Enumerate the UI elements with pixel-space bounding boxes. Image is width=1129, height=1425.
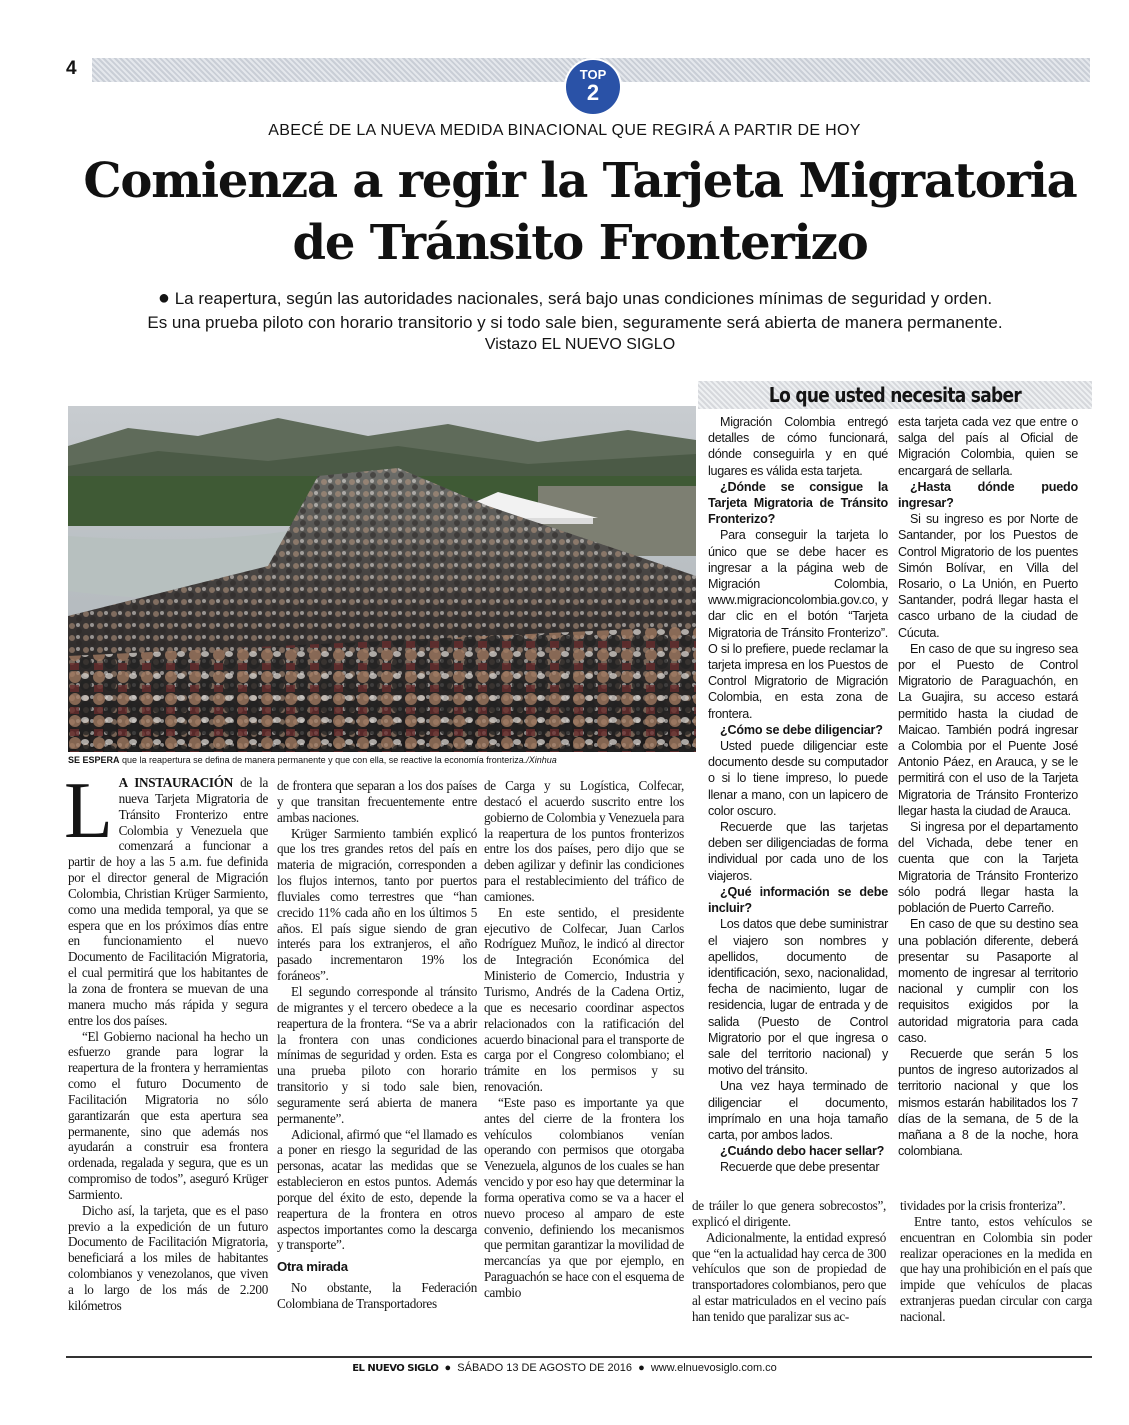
footer-url: www.elnuevosiglo.com.co xyxy=(650,1362,777,1374)
bullet-icon: ● xyxy=(441,1362,455,1374)
article-paragraph: Entre tanto, estos vehículos se encuentran en Colombia sin poder realizar operaciones en la medida en que hay una prohibición en el país que impide que vehículos de placas extranjeras puedan circular con carga nacional. xyxy=(900,1213,1092,1324)
footer-date: SÁBADO 13 DE AGOSTO DE 2016 xyxy=(457,1362,632,1374)
sidebar-paragraph: Usted puede diligenciar este documento desde su computador o si lo tiene impreso, lo puede llenar a mano, con un lapicero de color oscuro. xyxy=(708,739,888,818)
article-lead-word: A INSTAURACIÓN xyxy=(118,775,233,790)
footer-rule xyxy=(66,1356,1092,1358)
article-subhead: Otra mirada xyxy=(277,1259,348,1275)
sidebar-paragraph: Recuerde que las tarjetas deben ser diligenciadas de forma individual por cada uno de los viajeros. xyxy=(708,820,888,883)
article-paragraph: Adicionalmente, la entidad expresó que “en la actualidad hay cerca de 300 vehículos que son de propiedad de transportadores colombianos, pero que al estar matriculados en el vecino país han tenido que paralizar sus ac- xyxy=(692,1229,886,1324)
sidebar-title: Lo que usted necesita saber xyxy=(768,383,1022,407)
sidebar-paragraph: Si ingresa por el departamento del Vichada, debe tener en cuenta que con la Tarjeta Migratoria de Tránsito Fronterizo sólo podrá llegar hasta la población de Puerto Carreño. xyxy=(898,820,1078,916)
crowd-photo xyxy=(68,406,696,752)
drop-cap: L xyxy=(64,767,113,855)
page-number: 4 xyxy=(66,58,77,79)
article-paragraph: En este sentido, el presidente ejecutivo de Colfecar, Juan Carlos Rodríguez Muñoz, le indicó al director de Integración Económica del Ministerio de Comercio, Industria y Turismo, Andrés de la Cadena Ortiz, que es necesario coordinar aspectos relacionados con la ratificación del acuerdo binacional para el transporte de carga por el Congreso colombiano; el trámite en los permisos y su renovación. xyxy=(484,904,684,1095)
byline: Vistazo EL NUEVO SIGLO xyxy=(484,336,676,353)
sidebar-question: ¿Hasta dónde puedo ingresar? xyxy=(898,479,1078,511)
article-paragraph: Dicho así, la tarjeta, que es el paso previo a la expedición de un futuro Documento de Facilitación Migratoria, beneficiará a los miles de habitantes colombianos y venezolanos, que viven a lo largo de los más de 2.200 kilómetros xyxy=(68,1202,268,1313)
sidebar-paragraph: Si su ingreso es por Norte de Santander, por los Puestos de Control Migratorio de los puentes Simón Bolívar, en Villa del Rosario, o La Unión, en Puerto Santander, podrá llegar hasta el casco urbano de la ciudad de Cúcuta. xyxy=(898,512,1078,640)
kicker: ABECÉ DE LA NUEVA MEDIDA BINACIONAL QUE REGIRÁ A PARTIR DE HOY xyxy=(268,122,861,139)
sidebar-question: ¿Cuándo debo hacer sellar? xyxy=(720,1144,885,1159)
article-column-3 xyxy=(484,778,684,1301)
lead-line-2: Es una prueba piloto con horario transitorio y si todo sale bien, seguramente será abierta de manera permanente. xyxy=(147,313,1003,332)
sidebar-question: ¿Cómo se debe diligenciar? xyxy=(720,722,883,737)
badge-number: 2 xyxy=(586,80,600,105)
article-column-4 xyxy=(692,1198,886,1325)
sidebar-paragraph: Recuerde que debe presentar xyxy=(720,1160,880,1175)
sidebar-paragraph: Una vez haya terminado de diligenciar el documento, imprímalo en una hoja tamaño carta, por ambos lados. xyxy=(708,1079,888,1142)
caption-credit: /Xinhua xyxy=(526,755,557,765)
sidebar-paragraph: esta tarjeta cada vez que entre o salga del país al Oficial de Migración Colombia, quien se encargará de sellarla. xyxy=(898,415,1078,478)
article-paragraph: Krüger Sarmiento también explicó que los tres grandes retos del país en materia de migración, corresponden a los flujos internos, tanto por puertos fluviales como terrestres que “han crecido 11% cada año en los últimos 5 años. El país sigue siendo de gran interés para los extranjeros, el año pasado incrementaron 19% los foráneos”. xyxy=(277,825,477,984)
sidebar-question: ¿Dónde se consigue la Tarjeta Migratoria de Tránsito Fronterizo? xyxy=(708,479,888,527)
bullet-icon: ● xyxy=(157,287,170,309)
article-column-1 xyxy=(64,767,268,1314)
headline-line-1: Comienza a regir la Tarjeta Migratoria xyxy=(83,153,1077,209)
caption-text: que la reapertura se defina de manera permanente y que con ella, se reactive la economía fronteriza. xyxy=(119,755,527,765)
page-footer xyxy=(0,1362,1129,1374)
sidebar-paragraph: En caso de que su ingreso sea por el Puesto de Control Migratorio de Paraguachón, en La Guajira, su acceso estará permitido hasta la ciudad de Maicao. También podrá ingresar a Colombia por el Puente José Antonio Páez, en Arauca, y se le permitirá con el uso de la Tarjeta Migratoria de Tránsito Fronterizo llegar hasta la ciudad de Arauca. xyxy=(898,641,1078,818)
article-paragraph: de frontera que separan a los dos países y que transitan frecuentemente entre ambas naciones. xyxy=(277,778,477,825)
headline xyxy=(40,150,1120,274)
caption-lead: SE ESPERA xyxy=(68,755,120,765)
sidebar-question: ¿Qué información se debe incluir? xyxy=(708,884,888,916)
article-paragraph: de la nueva Tarjeta Migratoria de Tránsito Fronterizo entre Colombia y Venezuela que comenzará a funcionar a partir de hoy a las 5 a.m. fue definida por el director general de Migración Colombia, Christian Krüger Sarmiento, como una medida temporal, ya que se espera que en los próximos días entre en funcionamiento el nuevo Documento de Facilitación Migratoria, el cual permitirá que los habitantes de la zona de frontera se muevan de una manera mucho más rápida y segura entre los dos países. xyxy=(68,775,268,1028)
article-paragraph: “El Gobierno nacional ha hecho un esfuerzo grande para lograr la reapertura de la frontera y herramientas como el futuro Documento de Facilitación Migratoria no sólo garantizarán que esta apertura sea permanente, sino que además nos ayudarán a construir esa frontera ordenada, regalada y segura, que es un compromiso de todos”, aseguró Krüger Sarmiento. xyxy=(68,1028,268,1202)
footer-brand: EL NUEVO SIGLO xyxy=(352,1363,439,1374)
sidebar-column-2 xyxy=(898,414,1078,1159)
lead-paragraph xyxy=(60,286,1090,335)
article-column-2 xyxy=(277,778,477,1312)
article-paragraph: “Este paso es importante ya que antes del cierre de la frontera los vehículos colombianos venían operando con permisos que otorgaba Venezuela, algunos de los cuales se han vencido y por eso hay que determinar la forma operativa como se va a hacer el nuevo proceso al amparo de este convenio, definiendo los mecanismos que permitan garantizar la movilidad de mercancías ya que por ejemplo, en Paraguachón se hace con el esquema de cambio xyxy=(484,1094,684,1300)
article-column-5 xyxy=(900,1198,1092,1325)
sidebar-paragraph: Migración Colombia entregó detalles de cómo funcionará, dónde conseguirla y en qué lugares es válida esta tarjeta. xyxy=(708,415,888,478)
article-paragraph: No obstante, la Federación Colombiana de Transportadores xyxy=(277,1280,477,1311)
headline-line-2: de Tránsito Fronterizo xyxy=(292,215,868,271)
crowd-photo-image xyxy=(68,406,696,752)
article-paragraph: tividades por la crisis fronteriza”. xyxy=(900,1198,1066,1213)
sidebar-column-1 xyxy=(708,414,888,1176)
sidebar-paragraph: Los datos que debe suministrar el viajero son nombres y apellidos, documento de identificación, sexo, nacionalidad, fecha de nacimiento, lugar de residencia, lugar de entrada y de salida (Puesto de Control Migratorio por el que ingresa o sale del territorio nacional) y motivo del tránsito. xyxy=(708,917,888,1078)
article-opening-paragraph xyxy=(64,767,268,1029)
lead-line-1: La reapertura, según las autoridades nacionales, será bajo unas condiciones mínimas de seguridad y orden. xyxy=(174,289,993,308)
article-paragraph: de Carga y su Logística, Colfecar, destacó el acuerdo suscrito entre los gobierno de Colombia y Venezuela para la reapertura de los puntos fronterizos entre los dos países, pero dijo que se deben agilizar y definir las condiciones para el restablecimiento del tráfico de camiones. xyxy=(484,778,684,904)
photo-caption xyxy=(68,755,696,765)
article-paragraph: Adicional, afirmó que “el llamado es a poner en riesgo la seguridad de las personas, acatar las medidas que se establecieron en estos puntos. Además porque del éxito de esto, depende la reapertura de la frontera en otros aspectos importantes como la descarga y transporte”. xyxy=(277,1126,477,1253)
article-paragraph: de tráiler lo que genera sobrecostos”, explicó el dirigente. xyxy=(692,1198,886,1229)
article-paragraph: El segundo corresponde al tránsito de migrantes y el tercero obedece a la reapertura de la frontera. “Se va a abrir la frontera con unas condiciones mínimas de seguridad y orden. Esta es una prueba piloto con horario transitorio y si todo sale bien, seguramente será abierta de manera permanente”. xyxy=(277,983,477,1126)
top-ranking-badge xyxy=(566,60,620,114)
badge-top-label: TOP xyxy=(579,67,607,82)
sidebar-paragraph: En caso de que su destino sea una población diferente, deberá presentar su Pasaporte al momento de ingresar al territorio nacional y cumplir con los requisitos exigidos por la autoridad migratoria para cada caso. xyxy=(898,917,1078,1045)
bullet-icon: ● xyxy=(635,1362,648,1374)
sidebar-paragraph: Para conseguir la tarjeta lo único que se debe hacer es ingresar a la página web de Migración Colombia, www.migracioncolombia.gov.co, y dar clic en el botón “Tarjeta Migratoria de Tránsito Fronterizo”. O si lo prefiere, puede reclamar la tarjeta impresa en los Puestos de Control Migratorio de Migración Colombia, en esta zona de frontera. xyxy=(708,528,888,721)
sidebar-paragraph: Recuerde que serán 5 los puntos de ingreso autorizados al territorio nacional y que los mismos estarán habilitados los 7 días de la semana, de 5 de la mañana a 8 de la noche, hora colombiana. xyxy=(898,1046,1078,1159)
